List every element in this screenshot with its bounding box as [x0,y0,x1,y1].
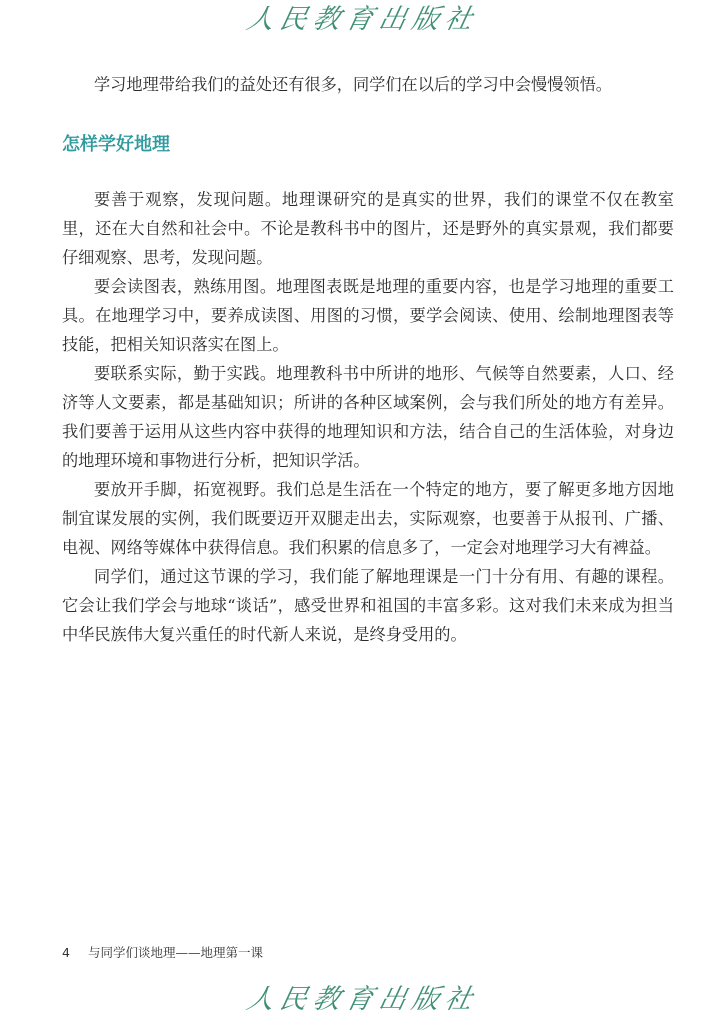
publisher-watermark-top: 人民教育出版社 [243,4,482,35]
intro-paragraph: 学习地理带给我们的益处还有很多，同学们在以后的学习中会慢慢领悟。 [94,75,612,94]
section-title: 怎样学好地理 [62,134,170,155]
paragraph-practice: 要联系实际，勤于实践。地理教科书中所讲的地形、气候等自然要素，人口、经济等人文要素，都是基础知识；所讲的各种区域案例，会与我们所处的地方有差异。我们要善于运用从这些内容中获得的地理知识和方法，结合自己的生活体验，对身边的地理环境和事物进行分析，把知识学活。 [62,364,674,470]
paragraph-conclusion: 同学们，通过这节课的学习，我们能了解地理课是一门十分有用、有趣的课程。它会让我们学会与地球“谈话”，感受世界和祖国的丰富多彩。这对我们未来成为担当中华民族伟大复兴重任的时代新人来说，是终身受用的。 [62,567,674,644]
paragraph-observe: 要善于观察，发现问题。地理课研究的是真实的世界，我们的课堂不仅在教室里，还在大自然和社会中。不论是教科书中的图片，还是野外的真实景观，我们都要仔细观察、思考，发现问题。 [62,190,674,267]
publisher-watermark-bottom: 人民教育出版社 [243,984,482,1015]
page-number: 4 [62,945,70,960]
paragraph-maps: 要会读图表，熟练用图。地理图表既是地理的重要内容，也是学习地理的重要工具。在地理学习中，要养成读图、用图的习惯，要学会阅读、使用、绘制地理图表等技能，把相关知识落实在图上。 [62,277,674,354]
chapter-title: 与同学们谈地理——地理第一课 [87,945,263,960]
body-text [62,185,674,649]
paragraph-horizons: 要放开手脚，拓宽视野。我们总是生活在一个特定的地方，要了解更多地方因地制宜谋发展的实例，我们既要迈开双腿走出去，实际观察，也要善于从报刊、广播、电视、网络等媒体中获得信息。我们积累的信息多了，一定会对地理学习大有裨益。 [62,480,674,557]
page-footer [62,944,263,962]
